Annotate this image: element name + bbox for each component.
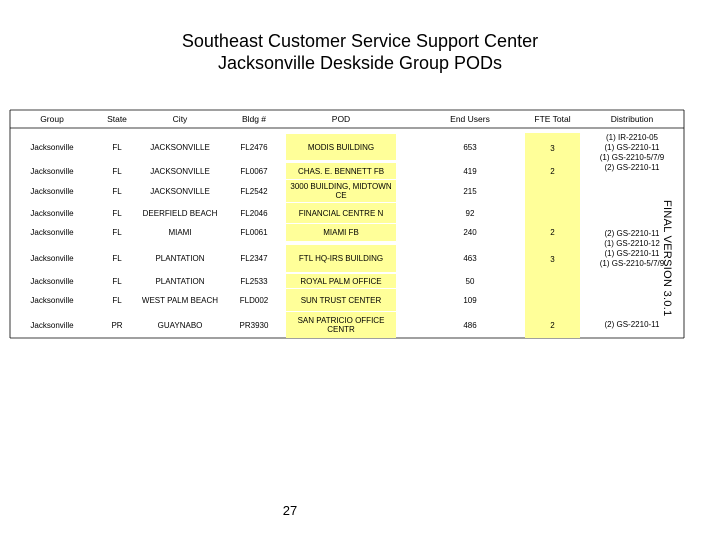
table-cell-city: WEST PALM BEACH	[141, 295, 219, 305]
column-header: State	[107, 113, 127, 124]
fte-total-value: 3	[550, 254, 555, 264]
column-header: FTE Total	[534, 113, 571, 124]
table-cell-group: Jacksonville	[30, 228, 74, 237]
fte-total-value: 3	[550, 143, 555, 153]
table-cell-pod: 3000 BUILDING, MIDTOWN CE	[286, 180, 396, 202]
table-cell-group: Jacksonville	[30, 208, 74, 218]
table-cell-users: 653	[463, 142, 477, 152]
table-cell-state: FL	[112, 295, 122, 305]
table-cell-state: FL	[112, 208, 122, 218]
document-title: Southeast Customer Service Support Center	[181, 31, 539, 51]
version-label: FINAL VERSION 3.0.1	[661, 200, 673, 317]
table-cell-users: 486	[463, 320, 477, 330]
column-header: Distribution	[610, 113, 654, 124]
table-cell-city: PLANTATION	[155, 254, 205, 263]
table-cell-city: JACKSONVILLE	[150, 142, 210, 152]
table-cell-city: JACKSONVILLE	[150, 186, 210, 196]
table-cell-users: 463	[463, 254, 477, 263]
table-cell-state: FL	[112, 142, 122, 152]
table-cell-users: 92	[465, 208, 475, 218]
table-cell-bldg: FL2347	[240, 254, 268, 263]
table-cell-bldg: FL0067	[240, 166, 268, 176]
table-cell-pod: FTL HQ-IRS BUILDING	[286, 245, 396, 272]
fte-total-value: 2	[550, 166, 555, 176]
table-cell-city: DEERFIELD BEACH	[142, 208, 218, 218]
column-header: Bldg #	[241, 113, 267, 124]
page-number: 27	[282, 503, 298, 518]
column-header: End Users	[450, 113, 490, 124]
table-cell-state: PR	[111, 320, 123, 330]
column-header: City	[172, 113, 188, 124]
fte-total-value: 2	[550, 320, 555, 330]
table-cell-pod: ROYAL PALM OFFICE	[286, 274, 396, 288]
column-header: POD	[331, 113, 351, 124]
fte-total-value: 2	[550, 227, 555, 237]
table-cell-users: 109	[463, 295, 477, 305]
table-cell-users: 50	[465, 276, 475, 286]
document-subtitle: Jacksonville Deskside Group PODs	[217, 53, 503, 73]
table-cell-group: Jacksonville	[30, 295, 74, 305]
table-cell-city: PLANTATION	[155, 276, 205, 286]
table-cell-state: FL	[112, 166, 122, 176]
distribution-entry: (2) GS-2210-11 (1) GS-2210-12 (1) GS-2210-11 (1) GS-2210-5/7/9	[599, 229, 665, 268]
table-cell-group: Jacksonville	[30, 320, 74, 330]
table-cell-bldg: FL2476	[240, 142, 268, 152]
table-cell-group: Jacksonville	[30, 142, 74, 152]
table-cell-bldg: FL2046	[240, 208, 268, 218]
table-cell-bldg: FL2533	[240, 276, 268, 286]
table-cell-users: 240	[463, 228, 477, 237]
distribution-entry: (1) IR-2210-05 (1) GS-2210-11 (1) GS-2210-5/7/9 (2) GS-2210-11	[599, 133, 665, 172]
table-cell-bldg: FL0061	[240, 228, 268, 237]
table-cell-users: 215	[463, 186, 477, 196]
column-header: Group	[40, 113, 64, 124]
table-cell-bldg: PR3930	[239, 320, 269, 330]
table-cell-state: FL	[112, 254, 122, 263]
table-cell-pod: FINANCIAL CENTRE N	[286, 203, 396, 223]
table-cell-group: Jacksonville	[30, 276, 74, 286]
table-cell-pod: MIAMI FB	[286, 224, 396, 241]
table-cell-pod: CHAS. E. BENNETT FB	[286, 163, 396, 179]
table-cell-state: FL	[112, 228, 122, 237]
table-cell-bldg: FLD002	[239, 295, 269, 305]
table-cell-state: FL	[112, 186, 122, 196]
distribution-entry: (2) GS-2210-11	[604, 320, 660, 329]
table-cell-pod: SAN PATRICIO OFFICE CENTR	[286, 312, 396, 338]
table-cell-group: Jacksonville	[30, 254, 74, 263]
table-cell-bldg: FL2542	[240, 186, 268, 196]
table-cell-state: FL	[112, 276, 122, 286]
table-cell-users: 419	[463, 166, 477, 176]
table-cell-pod: MODIS BUILDING	[286, 134, 396, 160]
table-cell-city: GUAYNABO	[157, 320, 203, 330]
table-cell-city: MIAMI	[168, 228, 192, 237]
table-cell-group: Jacksonville	[30, 186, 74, 196]
table-cell-group: Jacksonville	[30, 166, 74, 176]
table-cell-pod: SUN TRUST CENTER	[286, 289, 396, 311]
table-cell-city: JACKSONVILLE	[150, 166, 210, 176]
